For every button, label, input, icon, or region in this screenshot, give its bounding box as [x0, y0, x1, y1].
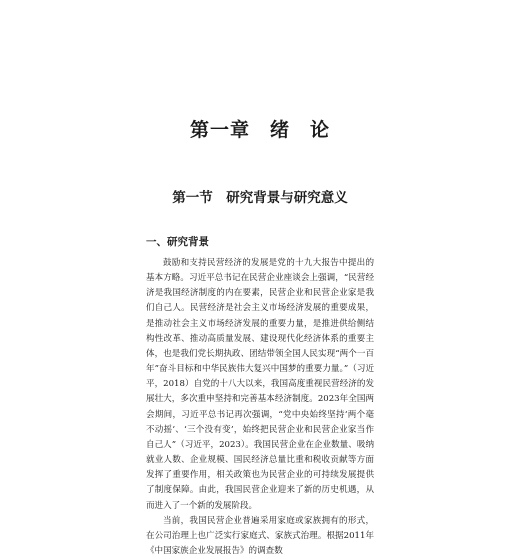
paragraph: 当前，我国民营企业普遍采用家庭或家族拥有的形式，在公司治理上也广泛实行家庭式、家族式治理。根据2011年《中国家族企业发展报告》的调查数	[146, 515, 374, 556]
subsection-title: 一、研究背景	[146, 236, 209, 248]
chapter-title: 第一章 绪 论	[189, 119, 330, 141]
body-text	[146, 256, 374, 559]
paragraph: 鼓励和支持民营经济的发展是党的十九大报告中提出的基本方略。习近平总书记在民营企业座谈会上强调，“民营经济是我国经济制度的内在要素，民营企业和民营企业家是我们自己人。民营经济是社会主义市场经济发展的重要成果，是推动社会主义市场经济发展的重要力量，是推进供给侧结构性改革、推动高质量发展、建设现代化经济体系的重要主体，也是我们党长期执政、团结带领全国人民实现“两个一百年”奋斗目标和中华民族伟大复兴中国梦的重要力量。”（习近平，2018）自党的十八大以来，我国高度重视民营经济的发展壮大，多次重申坚持和完善基本经济制度。2023年全国两会期间，习近平总书记再次强调，“党中央始终坚持‘两个毫不动摇’、‘三个没有变’，始终把民营企业和民营企业家当作自己人”（习近平，2023）。我国民营企业在企业数量、吸纳就业人数、企业规模、国民经济总量比重和税收贡献等方面发挥了重要作用，相关政策也为民营企业的可持续发展提供了制度保障。由此，我国民营企业迎来了新的历史机遇，从而进入了一个新的发展阶段。	[146, 258, 374, 511]
section-title: 第一节 研究背景与研究意义	[172, 190, 348, 206]
